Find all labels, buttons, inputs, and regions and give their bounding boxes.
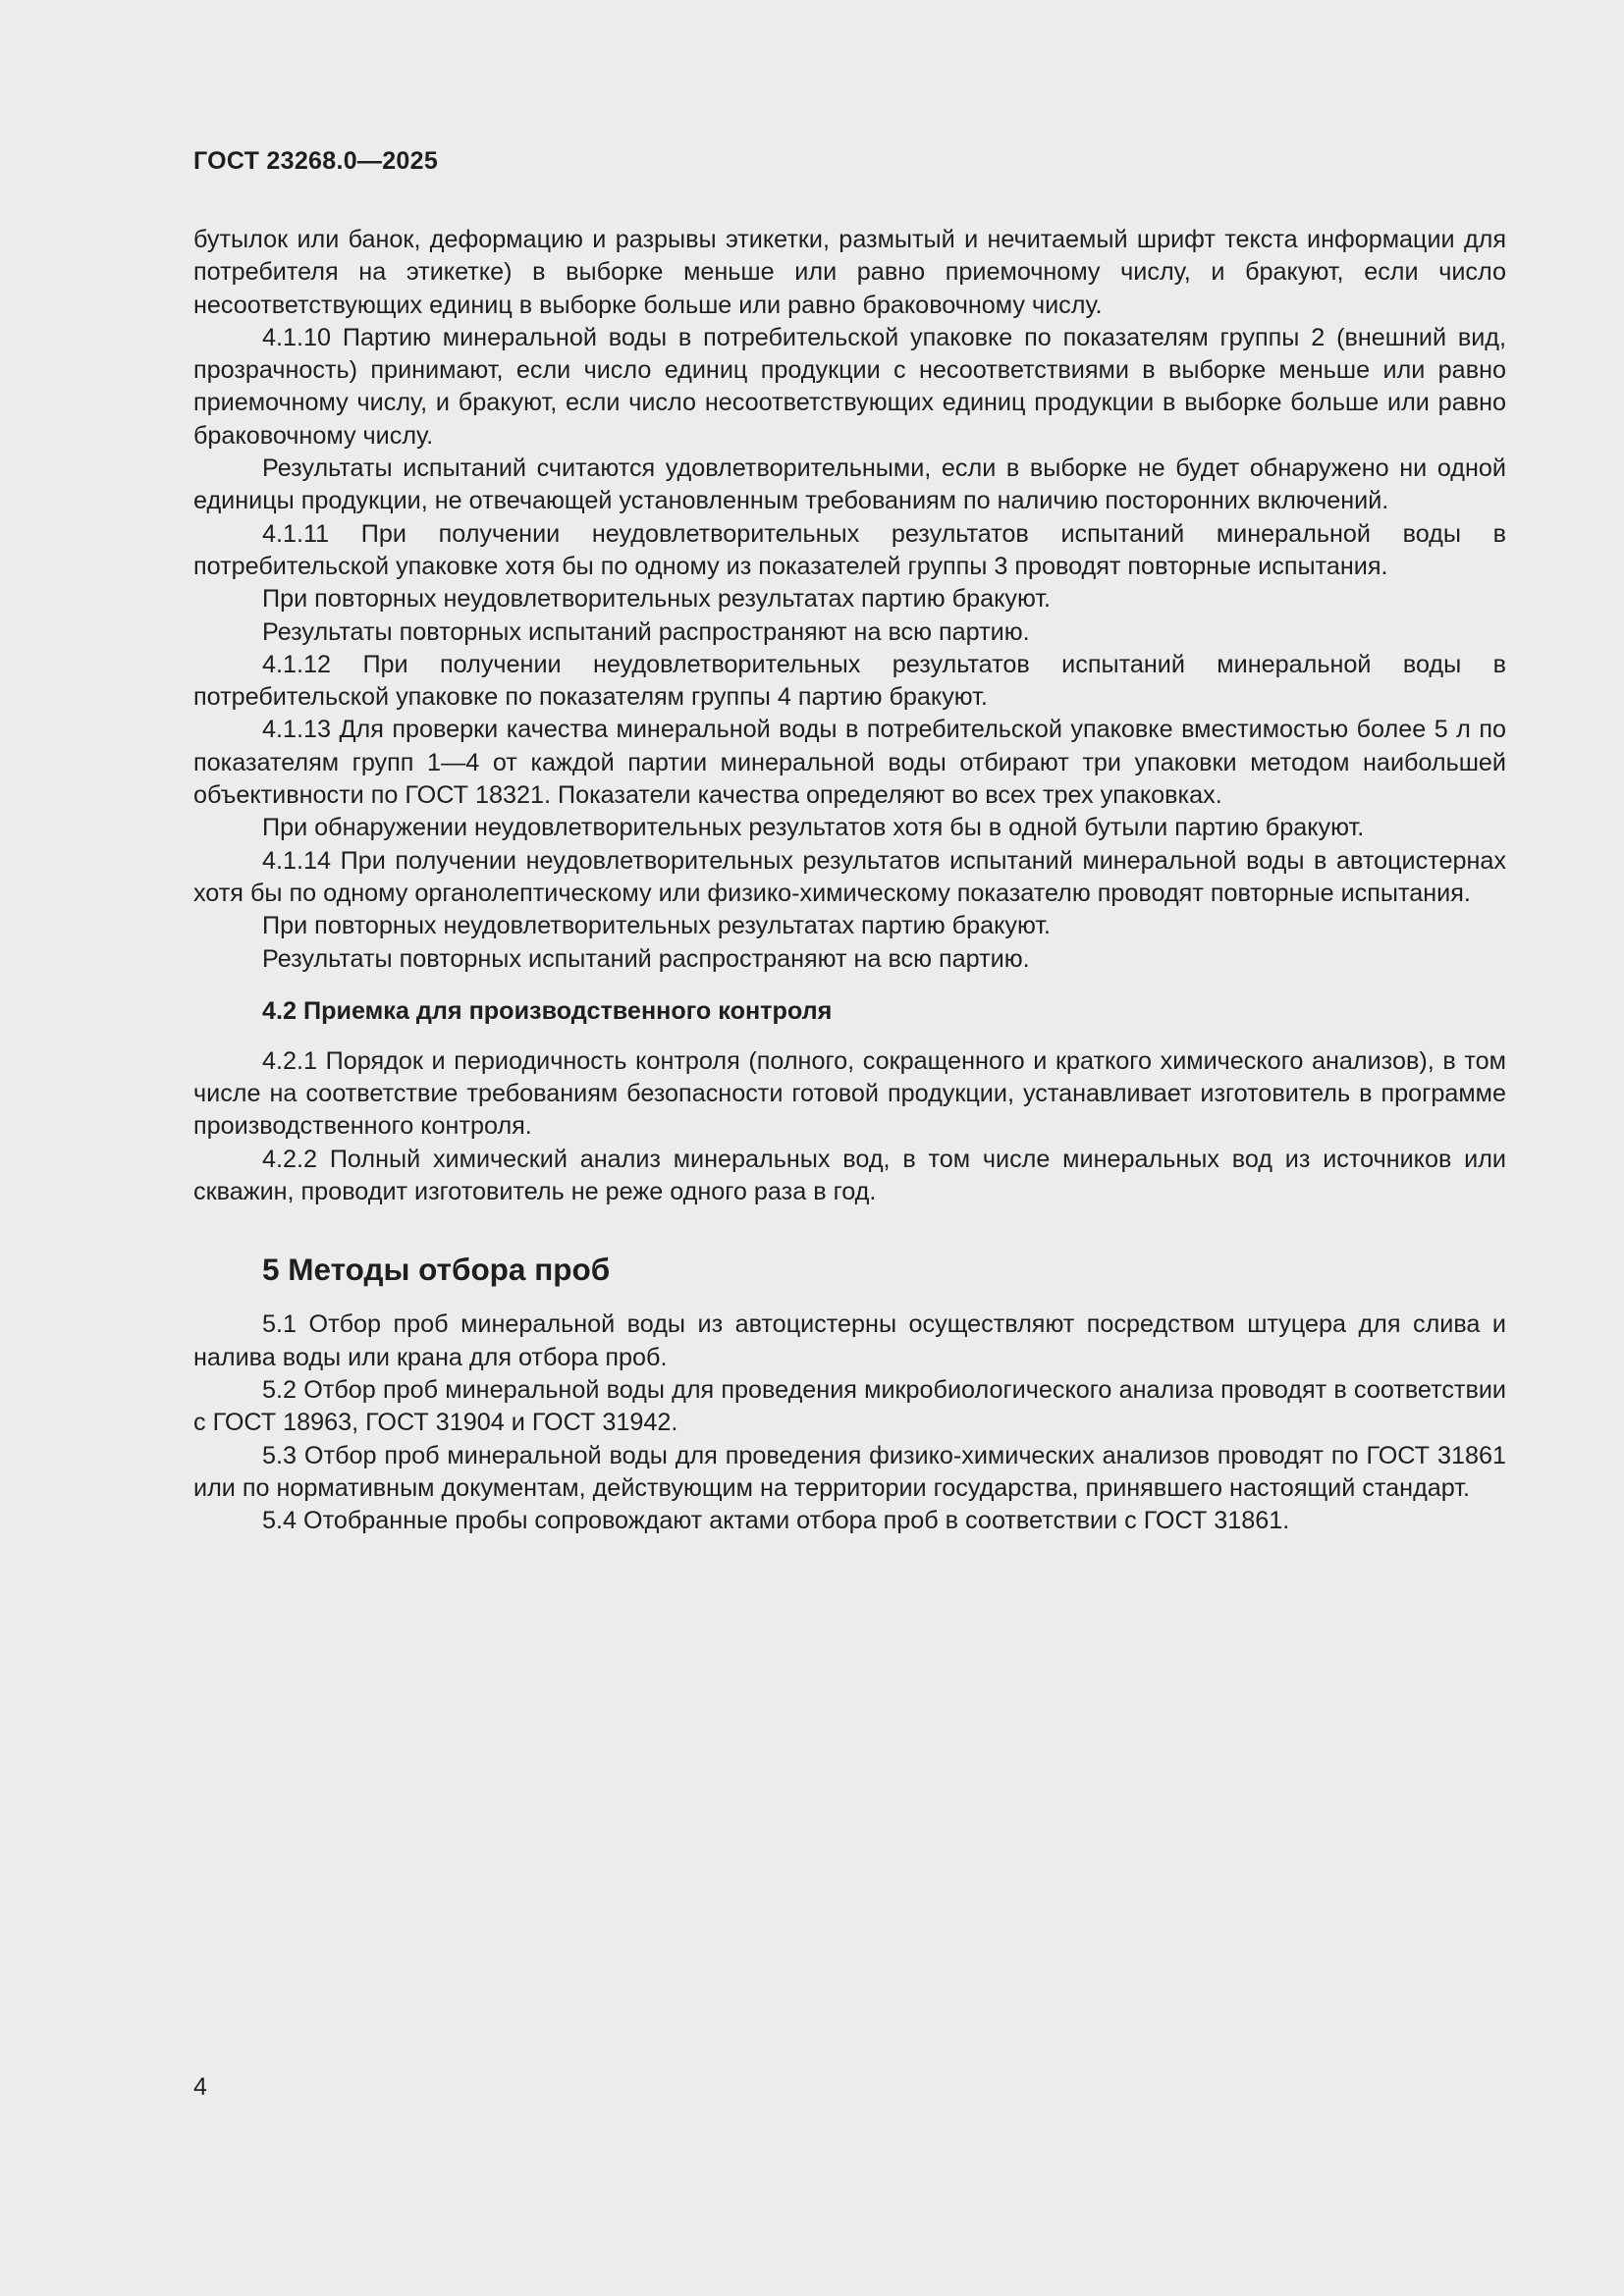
paragraph: При повторных неудовлетворительных результатах партию бракуют.	[262, 912, 1052, 940]
paragraph-4-1-13: 4.1.13 Для проверки качества минеральной воды в потребительской упаковке вместимостью более 5 л по показателям групп 1—4 от каждой партии минеральной воды отбирают три упаковки методом наибольшей объективности по ГОСТ 18321. Показатели качества определяют во всех трех упаковках.	[193, 716, 1506, 810]
paragraph: При повторных неудовлетворительных результатах партию бракуют.	[262, 585, 1052, 614]
paragraph-5-1: 5.1 Отбор проб минеральной воды из автоцистерны осуществляют посредством штуцера для слива и налива воды или крана для отбора проб.	[193, 1310, 1506, 1371]
paragraph: Результаты повторных испытаний распространяют на всю партию.	[262, 617, 1030, 646]
paragraph: При обнаружении неудовлетворительных результатов хотя бы в одной бутыли партию бракуют.	[262, 814, 1365, 842]
paragraph-4-1-10: 4.1.10 Партию минеральной воды в потребительской упаковке по показателям группы 2 (внешний вид, прозрачность) принимают, если число единиц продукции с несоответствиями в выборке меньше или равно приемочному числу, и бракуют, если число несоответствующих единиц продукции в выборке больше или равно браковочному числу.	[193, 323, 1506, 450]
paragraph: бутылок или банок, деформацию и разрывы этикетки, размытый и нечитаемый шрифт текста информации для потребителя на этикетке) в выборке меньше или равно приемочному числу, и бракуют, если число несоответствующих единиц в выборке больше или равно браковочному числу.	[193, 226, 1506, 319]
paragraph-4-1-14: 4.1.14 При получении неудовлетворительных результатов испытаний минеральной воды в автоцистернах хотя бы по одному органолептическому или физико-химическому показателю проводят повторные испытания.	[193, 846, 1506, 907]
paragraph-5-3: 5.3 Отбор проб минеральной воды для проведения физико-химических анализов проводят по ГОСТ 31861 или по нормативным документам, действующим на территории государства, принявшего настоящий стандарт.	[193, 1441, 1506, 1502]
paragraph: Результаты повторных испытаний распространяют на всю партию.	[262, 944, 1030, 973]
paragraph-4-2-2: 4.2.2 Полный химический анализ минеральных вод, в том числе минеральных вод из источников или скважин, проводит изготовитель не реже одного раза в год.	[193, 1145, 1506, 1206]
section-heading-5: 5 Методы отбора проб	[262, 1252, 611, 1288]
paragraph-4-1-12: 4.1.12 При получении неудовлетворительных результатов испытаний минеральной воды в потребительской упаковке по показателям группы 4 партию бракуют.	[193, 650, 1506, 712]
paragraph-5-2: 5.2 Отбор проб минеральной воды для проведения микробиологического анализа проводят в соответствии с ГОСТ 18963, ГОСТ 31904 и ГОСТ 31942.	[193, 1375, 1506, 1437]
paragraph-4-2-1: 4.2.1 Порядок и периодичность контроля (полного, сокращенного и краткого химического анализов), в том числе на соответствие требованиям безопасности готовой продукции, устанавливает изготовитель в программе производственного контроля.	[193, 1046, 1506, 1141]
document-page	[193, 0, 1506, 2296]
paragraph-4-1-11: 4.1.11 При получении неудовлетворительных результатов испытаний минеральной воды в потребительской упаковке хотя бы по одному из показателей группы 3 проводят повторные испытания.	[193, 519, 1506, 580]
document-header: ГОСТ 23268.0—2025	[193, 147, 439, 175]
document-body	[193, 224, 1506, 1537]
paragraph-5-4: 5.4 Отобранные пробы сопровождают актами отбора проб в соответствии с ГОСТ 31861.	[262, 1507, 1290, 1535]
paragraph: Результаты испытаний считаются удовлетворительными, если в выборке не будет обнаружено ни одной единицы продукции, не отвечающей установленным требованиям по наличию посторонних включений.	[193, 454, 1506, 515]
subsection-heading-4-2: 4.2 Приемка для производственного контроля	[262, 996, 833, 1025]
page-number: 4	[193, 2073, 207, 2101]
